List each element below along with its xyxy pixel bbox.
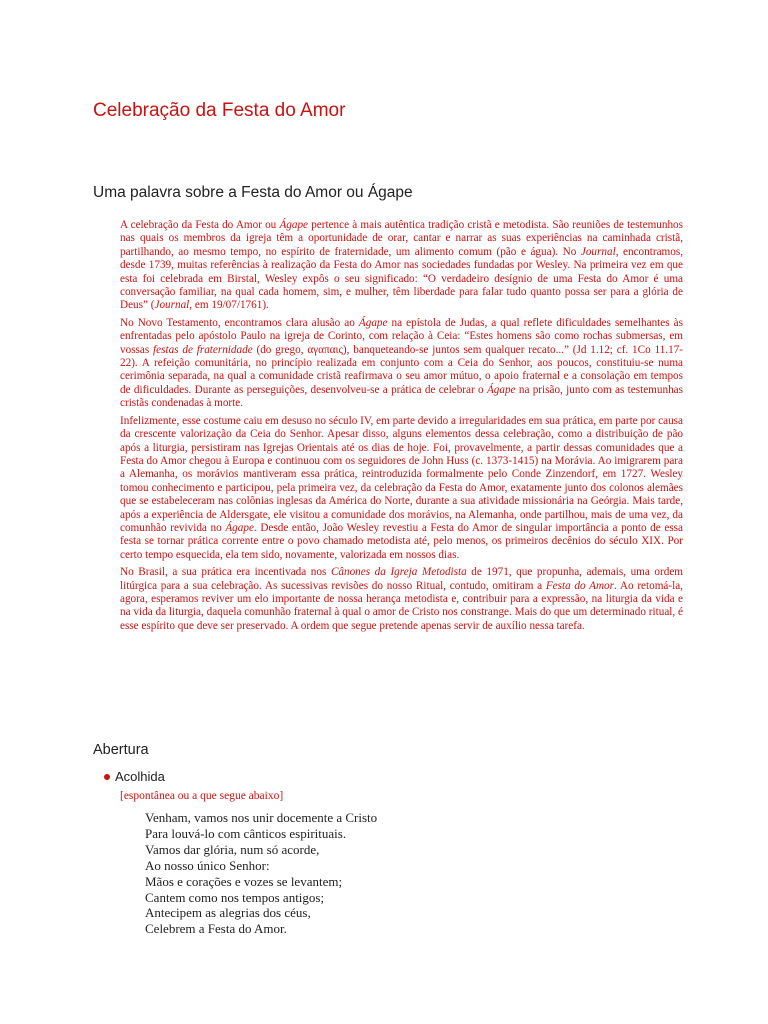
page-title: Celebração da Festa do Amor	[93, 100, 346, 121]
intro-paragraph-3: Infelizmente, esse costume caiu em desuso no século IV, em parte devido a irregularidades em sua prática, em parte por causa da crescente valorização da Ceia do Senhor. Apesar disso, alguns elementos dessa celebração, como a distribuição de pão após a liturgia, persistiram nas Igrejas Orientais até os dias de hoje. Foi, provavelmente, a partir dessas comunidades que a Festa do Amor chegou à Europa e continuou com os seguidores de John Huss (c. 1373-1415) na Morávia. Ao imigrarem para a Alemanha, os morávios mantiveram essa prática, reintroduzida formalmente pelo Conde Zinzendorf, em 1727. Wesley tomou conhecimento e participou, pela primeira vez, da celebração da Festa do Amor, exatamente junto dos colonos alemães que se estabeleceram nas colônias inglesas da América do Norte, durante a sua atividade missionária na Geórgia. Mais tarde, após a experiência de Aldersgate, ele visitou a comunidade dos morávios, na Alemanha, onde partilhou, mais de uma vez, da comunhão revivida no Ágape. Desde então, João Wesley revestiu a Festa do Amor de singular importância a ponto de essa festa se tornar prática corrente entre o povo chamado metodista até, pelo menos, os primeiros decênios do século XIX. Por certo tempo esquecida, ela tem sido, novamente, valorizada em nossos dias.	[120, 414, 683, 561]
hymn-line: Venham, vamos nos unir docemente a Cristo	[145, 810, 378, 825]
section-subtitle: Uma palavra sobre a Festa do Amor ou Ágape	[93, 184, 413, 201]
intro-paragraph-2: No Novo Testamento, encontramos clara alusão ao Ágape na epístola de Judas, a qual reflete dificuldades semelhantes às enfrentadas pelo apóstolo Paulo na igreja de Corinto, com relação à Ceia: “Estes homens são como rochas submersas, em vossas festas de fraternidade (do grego, αγαπαις), banqueteando-se juntos sem qualquer recato...” (Jd 1.12; cf. 1Co 11.17-22). A refeição comunitária, no princípio realizada em conjunto com a Ceia do Senhor, aos poucos, constituiu-se numa cerimônia separada, na qual a comunidade cristã reafirmava o seu amor mútuo, o apoio fraternal e a consolação em tempos de dificuldades. Durante as perseguições, desenvolveu-se a prática de celebrar o Ágape na prisão, junto com as testemunhas cristãs condenadas à morte.	[120, 316, 683, 410]
hymn-line: Celebrem a Festa do Amor.	[145, 921, 287, 937]
hymn-line: Antecipem as alegrias dos céus,	[145, 905, 311, 921]
intro-paragraph-4: No Brasil, a sua prática era incentivada nos Cânones da Igreja Metodista de 1971, que propunha, ademais, uma ordem litúrgica para a sua celebração. As sucessivas revisões do nosso Ritual, contudo, omitiram a Festa do Amor. Ao retomá-la, agora, esperamos reviver um elo importante de nossa herança metodista e, contribuir para a expressão, na liturgia da vida e na vida da liturgia, daquela comunhão fraternal à qual o amor de Cristo nos constrange. Mais do que um determinado ritual, é esse espírito que deve ser preservado. A ordem que segue pretende apenas servir de auxílio nessa tarefa.	[120, 566, 684, 632]
list-item-acolhida	[104, 769, 165, 784]
hymn-line: Cantem como nos tempos antigos;	[145, 889, 325, 905]
intro-text	[120, 219, 683, 637]
hymn-line: Vamos dar glória, num só acorde,	[145, 841, 320, 857]
hymn-text	[145, 810, 377, 937]
rubric-note: [espontânea ou a que segue abaixo]	[120, 790, 284, 802]
section-heading-abertura: Abertura	[93, 742, 149, 758]
list-item-label: Acolhida	[115, 769, 165, 784]
intro-paragraph-1: A celebração da Festa do Amor ou Ágape pertence à mais autêntica tradição cristã e metodista. São reuniões de testemunhos nas quais os membros da igreja têm a oportunidade de orar, cantar e narrar as suas experiências na caminhada cristã, partilhando, ao mesmo tempo, no espírito de fraternidade, um alimento comum (pão e água). No Journal, encontramos, desde 1739, muitas referências à realização da Festa do Amor nas sociedades fundadas por Wesley. Na primeira vez em que esta foi celebrada em Birstal, Wesley expôs o seu significado: “O verdadeiro desígnio de uma Festa do Amor é uma conversação familiar, na qual cada homem, sim, e mulher, têm liberdade para falar tudo quanto possa ser para a glória de Deus” (Journal, em 19/07/1761).	[120, 219, 683, 312]
bullet-icon	[104, 774, 110, 780]
hymn-line: Ao nosso único Senhor:	[145, 857, 270, 873]
hymn-line: Mãos e corações e vozes se levantem;	[145, 873, 343, 889]
hymn-line: Para louvá-lo com cânticos espirituais.	[145, 825, 347, 841]
